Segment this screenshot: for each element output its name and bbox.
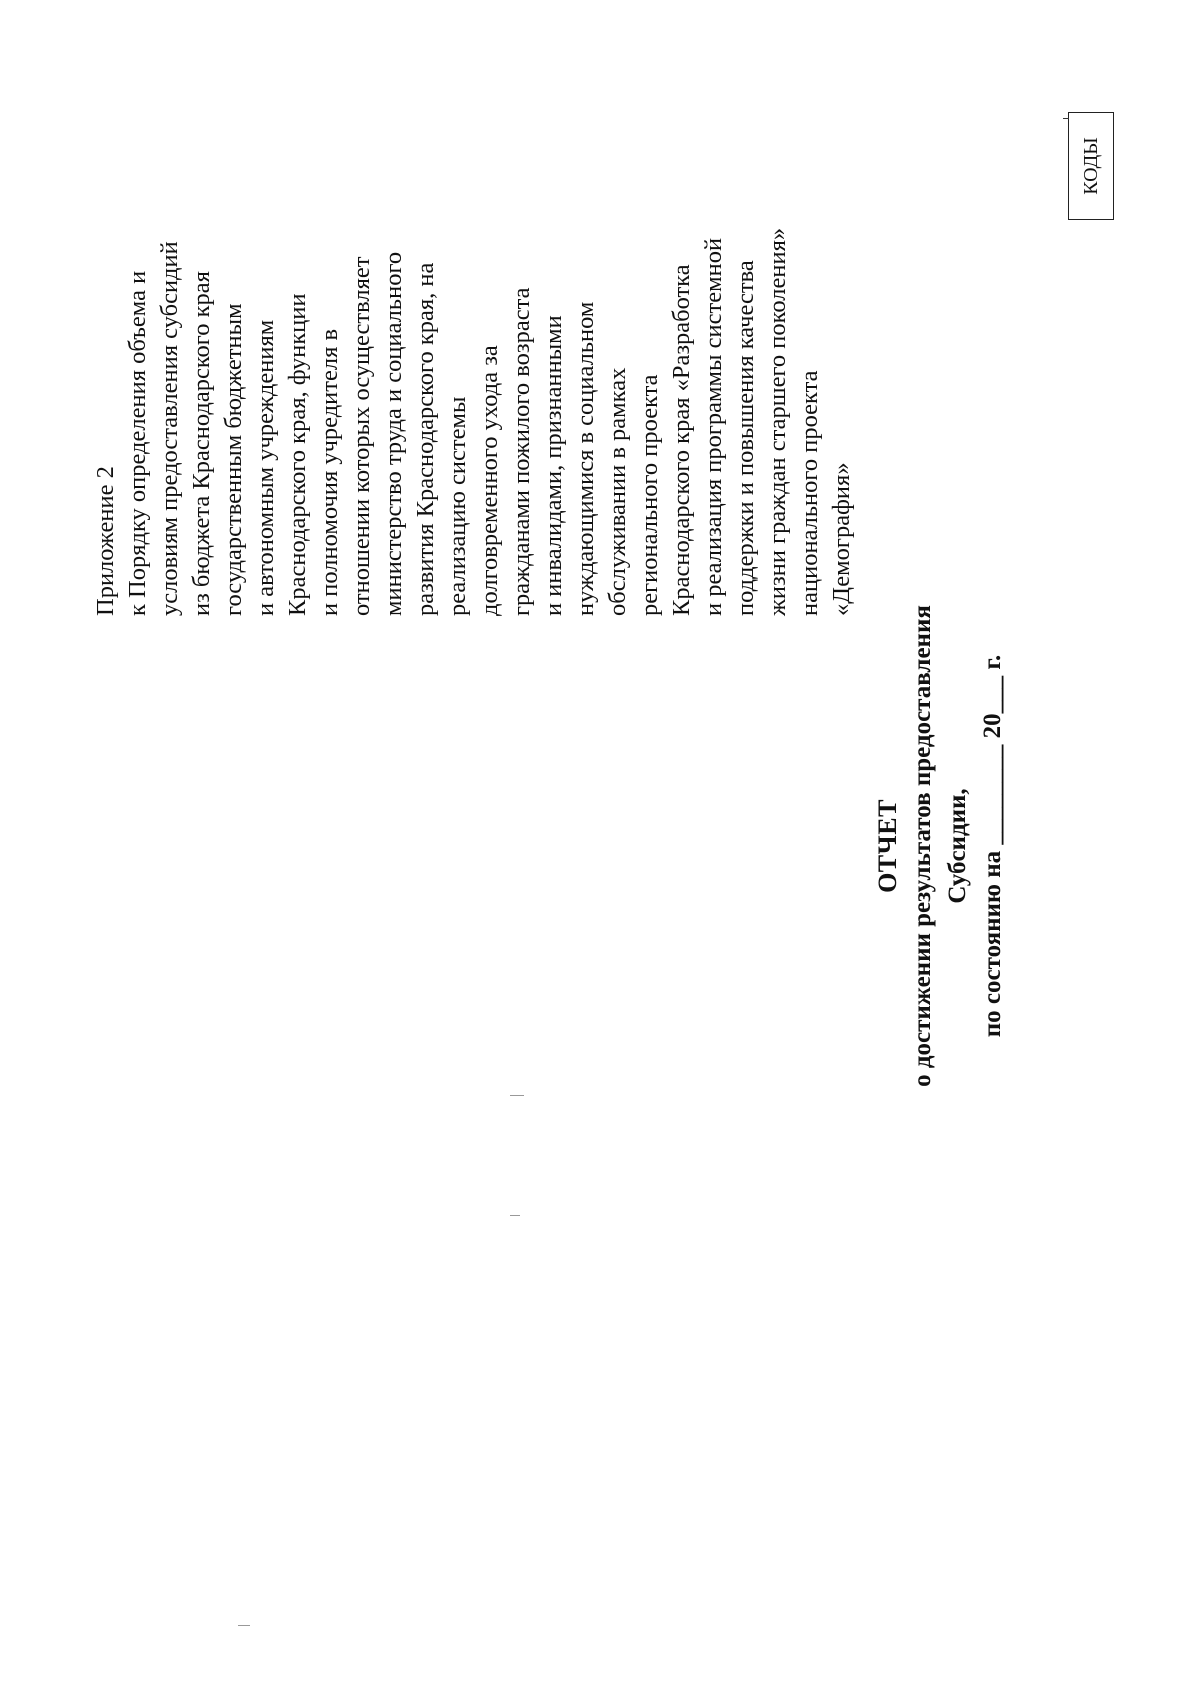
table-border-tick — [1063, 118, 1069, 119]
appendix-line: условиям предоставления субсидий — [156, 241, 183, 616]
appendix-line: реализацию системы — [444, 396, 471, 616]
codes-header-cell — [1068, 112, 1114, 220]
scan-speck — [510, 1095, 524, 1096]
appendix-line: обслуживании в рамках — [604, 367, 631, 616]
appendix-line: министерство труда и социального — [380, 251, 407, 616]
appendix-line: и инвалидами, признанными — [540, 315, 567, 616]
report-title: ОТЧЕТ — [873, 799, 902, 893]
appendix-line: гражданами пожилого возраста — [508, 287, 535, 616]
appendix-line: регионального проекта — [636, 374, 663, 616]
appendix-line: и реализация программы системной — [700, 237, 727, 616]
appendix-line: жизни граждан старшего поколения» — [764, 227, 791, 616]
appendix-line: «Демография» — [828, 462, 855, 616]
scan-speck — [510, 1215, 520, 1216]
appendix-line: нуждающимися в социальном — [572, 301, 599, 616]
appendix-line: Приложение 2 — [92, 466, 119, 616]
appendix-line: Краснодарского края, функции — [284, 293, 311, 616]
appendix-line: государственным бюджетным — [220, 303, 247, 616]
appendix-line: национального проекта — [796, 370, 823, 616]
appendix-line: из бюджета Краснодарского края — [188, 271, 215, 616]
appendix-line: отношении которых осуществляет — [348, 256, 375, 616]
appendix-line: развития Краснодарского края, на — [412, 262, 439, 616]
appendix-line: и автономным учреждениям — [252, 319, 279, 616]
appendix-note — [90, 116, 858, 616]
report-date-line: по состоянию на ________ 20___ г. — [979, 654, 1006, 1038]
appendix-line: поддержки и повышения качества — [732, 260, 759, 616]
report-title-block — [870, 546, 1010, 1146]
report-subtitle: о достижении результатов предоставления Субсидии, — [909, 605, 971, 1087]
appendix-line: долговременного ухода за — [476, 345, 503, 616]
appendix-line: к Порядку определения объема и — [124, 270, 151, 616]
scan-speck — [238, 1625, 250, 1626]
appendix-line: Краснодарского края «Разработка — [668, 264, 695, 616]
codes-label: КОДЫ — [1079, 137, 1102, 195]
appendix-line: и полномочия учредителя в — [316, 328, 343, 616]
